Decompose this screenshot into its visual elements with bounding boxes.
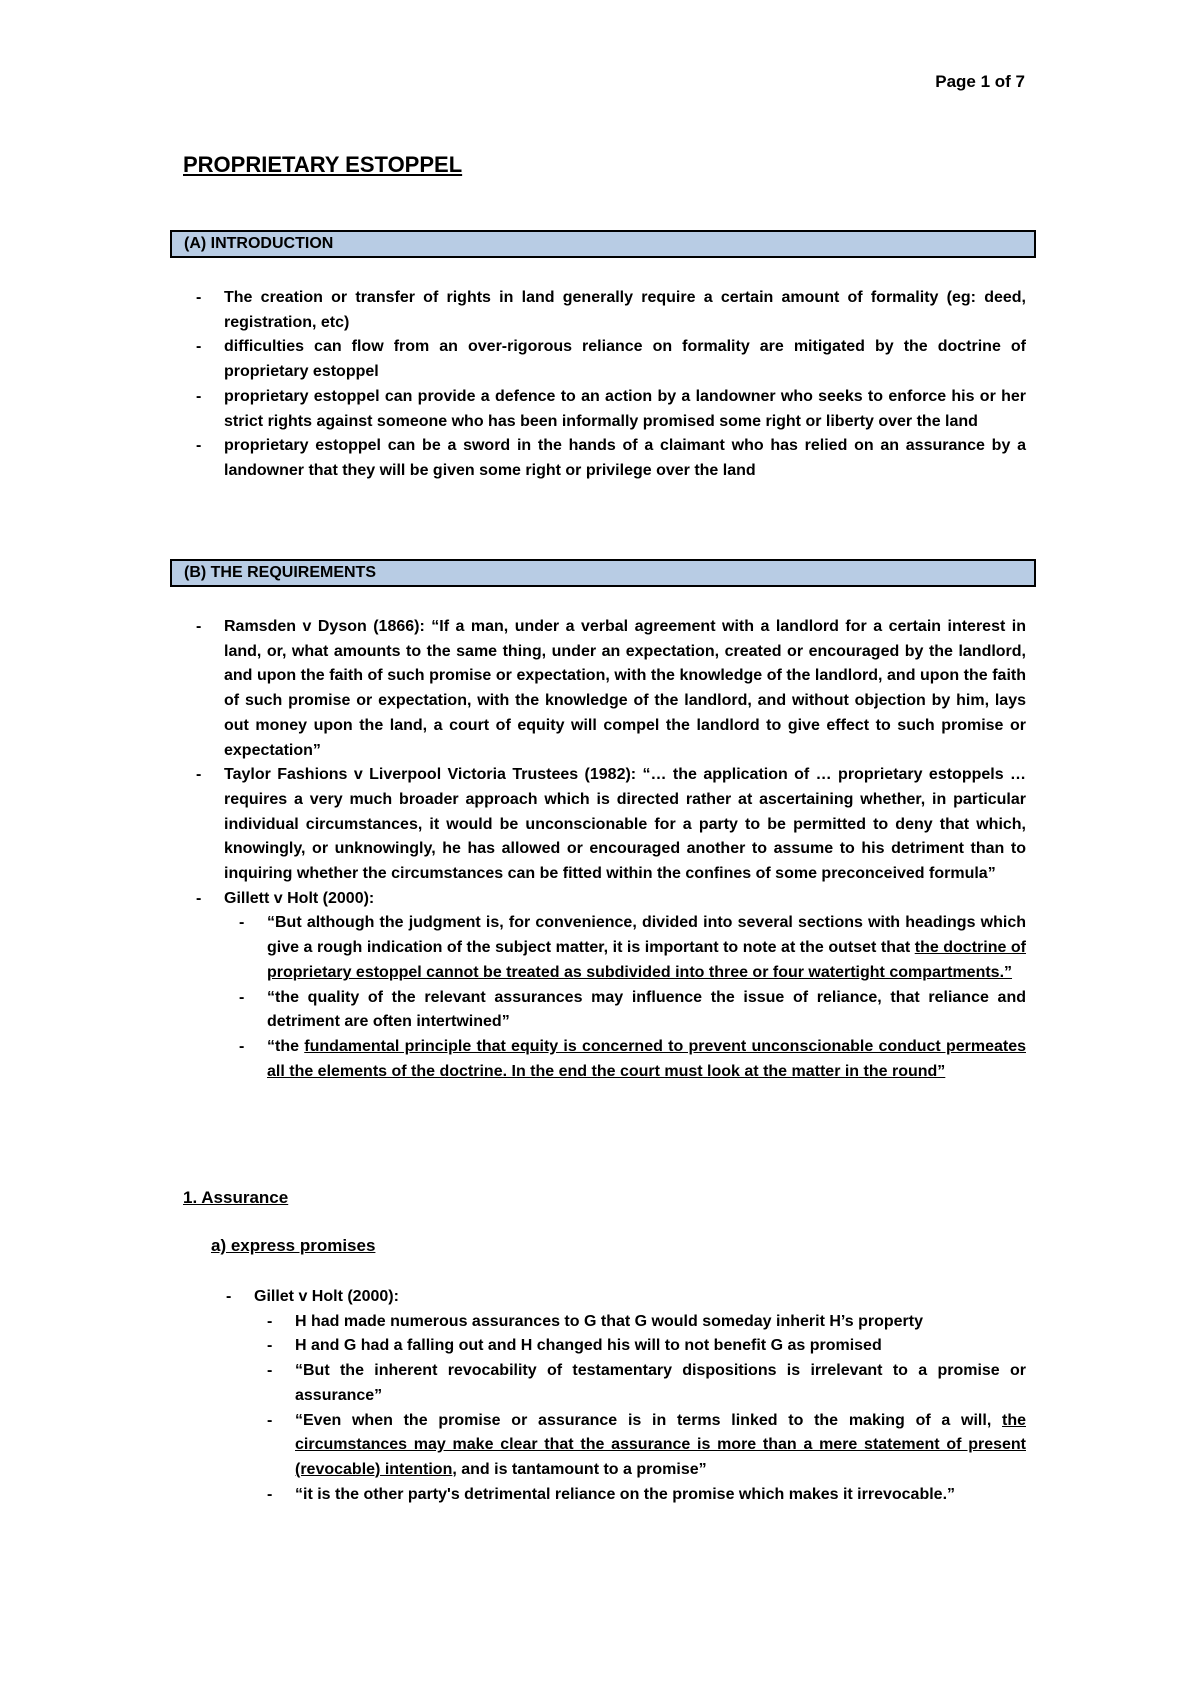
gillet-point: - “But the inherent revocability of testamentary dispositions is irrelevant to a promise or assurance” bbox=[295, 1359, 1026, 1408]
gillet-points-list bbox=[254, 1310, 1026, 1508]
gillett-quote-1 bbox=[267, 911, 1026, 985]
gillett-quote-3 bbox=[267, 1035, 1026, 1084]
gillet-point bbox=[295, 1409, 1026, 1483]
list-item-gillett bbox=[224, 887, 1026, 1085]
gillett-case-label: Gillett v Holt (2000): bbox=[224, 889, 375, 907]
section-a-heading: (A) INTRODUCTION bbox=[170, 230, 1036, 258]
list-item: - proprietary estoppel can provide a defence to an action by a landowner who seeks to enforce his or her strict rights against someone who has been informally promised some right or liberty over the land bbox=[224, 385, 1026, 434]
list-item: - difficulties can flow from an over-rigorous reliance on formality are mitigated by the doctrine of proprietary estoppel bbox=[224, 335, 1026, 384]
gillet-point: - “it is the other party's detrimental reliance on the promise which makes it irrevocable.” bbox=[295, 1483, 1026, 1508]
express-promises-heading: a) express promises bbox=[211, 1236, 376, 1255]
list-item-ramsden: - Ramsden v Dyson (1866): “If a man, under a verbal agreement with a landlord for a certain interest in land, or, what amounts to the same thing, under an expectation, created or encouraged by the landlord, and upon the faith of such promise or expectation, with the knowledge of the landlord, and upon the faith of such promise or expectation, with the knowledge of the landlord, and without objection by him, lays out money upon the land, a court of equity will compel the landlord to give effect to such promise or expectation” bbox=[224, 615, 1026, 763]
section-b-list bbox=[224, 615, 1026, 1084]
document-title: PROPRIETARY ESTOPPEL bbox=[183, 152, 463, 177]
point-text: “Even when the promise or assurance is in terms linked to the making of a will, bbox=[295, 1411, 1002, 1429]
quote-text: “But although the judgment is, for convenience, divided into several sections with headings which give a rough indication of the subject matter, it is important to note at the outset that bbox=[267, 914, 1026, 957]
page-number: Page 1 of 7 bbox=[935, 72, 1025, 91]
section-b-body bbox=[224, 615, 1026, 1084]
section-a-body bbox=[224, 286, 1026, 484]
gillett-quotes-list bbox=[224, 911, 1026, 1084]
assurance-heading: 1. Assurance bbox=[183, 1188, 289, 1207]
list-item-gillet bbox=[254, 1285, 1026, 1507]
gillet-case-label: Gillet v Holt (2000): bbox=[254, 1288, 399, 1305]
list-item: - proprietary estoppel can be a sword in the hands of a claimant who has relied on an assurance by a landowner that they will be given some right or privilege over the land bbox=[224, 434, 1026, 483]
list-item: - The creation or transfer of rights in land generally require a certain amount of formality (eg: deed, registration, etc) bbox=[224, 286, 1026, 335]
quote-text: “the bbox=[267, 1037, 305, 1055]
assurance-body bbox=[254, 1285, 1026, 1507]
gillet-point: - H had made numerous assurances to G that G would someday inherit H’s property bbox=[295, 1310, 1026, 1335]
point-text: , and is tantamount to a promise” bbox=[452, 1460, 707, 1478]
quote-underlined-text: fundamental principle that equity is concerned to prevent unconscionable conduct permeates all the elements of the doctrine. In the end the court must look at the matter in the round” bbox=[267, 1037, 1026, 1080]
quote-underlined-text: the doctrine of proprietary estoppel cannot be treated as subdivided into three or four watertight compartments.” bbox=[267, 939, 1027, 981]
section-b-heading: (B) THE REQUIREMENTS bbox=[170, 559, 1036, 587]
gillett-quote-2: - “the quality of the relevant assurances may influence the issue of reliance, that reliance and detriment are often intertwined” bbox=[267, 986, 1026, 1035]
list-item-taylor: - Taylor Fashions v Liverpool Victoria Trustees (1982): “… the application of … proprietary estoppels … requires a very much broader approach which is directed rather at ascertaining whether, in particular individual circumstances, it would be unconscionable for a party to be permitted to deny that which, knowingly, or unknowingly, he has allowed or encouraged another to assume to his detriment than to inquiring whether the circumstances can be fitted within the confines of some preconceived formula” bbox=[224, 763, 1026, 887]
gillet-point: - H and G had a falling out and H changed his will to not benefit G as promised bbox=[295, 1334, 1026, 1359]
section-a-list bbox=[224, 286, 1026, 484]
assurance-list bbox=[254, 1285, 1026, 1507]
point-underlined-text: the circumstances may make clear that the assurance is more than a mere statement of present (revocable) intention bbox=[295, 1411, 1026, 1478]
